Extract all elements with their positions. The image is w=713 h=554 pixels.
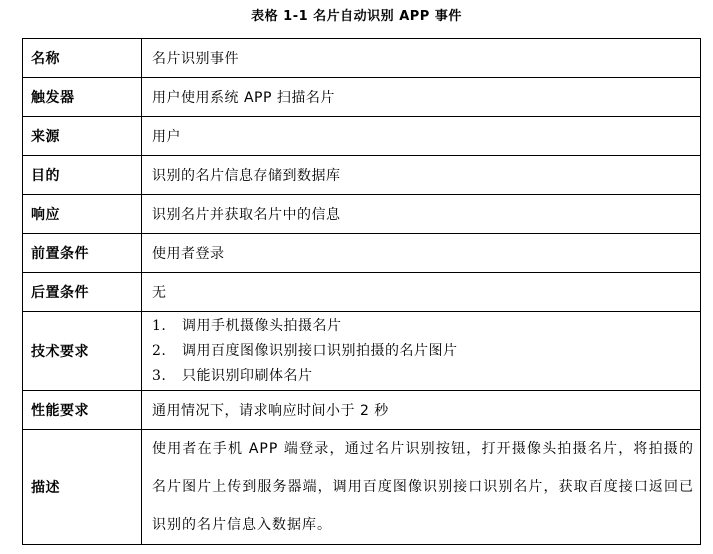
table-row-postcondition (23, 273, 701, 312)
row-value: 通用情况下，请求响应时间小于 2 秒 (142, 391, 701, 430)
table-row-source (23, 117, 701, 156)
row-label: 触发器 (23, 78, 142, 117)
row-label: 目的 (23, 156, 142, 195)
row-value: 用户使用系统 APP 扫描名片 (142, 78, 701, 117)
table-row-performance (23, 391, 701, 430)
row-label: 前置条件 (23, 234, 142, 273)
event-table (22, 38, 701, 545)
table-caption: 表格 1-1 名片自动识别 APP 事件 (251, 9, 462, 24)
table-row-response (23, 195, 701, 234)
list-item (152, 339, 694, 364)
list-item-number: 3. (152, 367, 167, 384)
row-value: 识别的名片信息存储到数据库 (142, 156, 701, 195)
row-value (142, 430, 701, 545)
row-value: 用户 (142, 117, 701, 156)
row-label: 后置条件 (23, 273, 142, 312)
row-label: 技术要求 (23, 312, 142, 391)
row-label: 描述 (23, 430, 142, 545)
row-value: 使用者登录 (142, 234, 701, 273)
row-value: 名片识别事件 (142, 39, 701, 78)
table-row-tech-requirements (23, 312, 701, 391)
row-value: 识别名片并获取名片中的信息 (142, 195, 701, 234)
table-row-name (23, 39, 701, 78)
list-item-text: 调用手机摄像头拍摄名片 (182, 317, 342, 334)
table-row-purpose (23, 156, 701, 195)
row-value (142, 312, 701, 391)
row-label: 名称 (23, 39, 142, 78)
list-item-text: 只能识别印刷体名片 (182, 367, 313, 384)
table-row-description (23, 430, 701, 545)
row-label: 性能要求 (23, 391, 142, 430)
row-label: 响应 (23, 195, 142, 234)
list-item-number: 1. (152, 317, 167, 334)
table-row-precondition (23, 234, 701, 273)
list-item (152, 364, 694, 389)
list-item (152, 314, 694, 339)
description-text: 使用者在手机 APP 端登录，通过名片识别按钮，打开摄像头拍摄名片，将拍摄的名片图片上传到服务器端，调用百度图像识别接口识别名片，获取百度接口返回已识别的名片信息入数据库。 (152, 441, 694, 533)
table-row-trigger (23, 78, 701, 117)
requirements-list (152, 314, 694, 389)
list-item-text: 调用百度图像识别接口识别拍摄的名片图片 (182, 342, 458, 359)
row-label: 来源 (23, 117, 142, 156)
row-value: 无 (142, 273, 701, 312)
list-item-number: 2. (152, 342, 167, 359)
